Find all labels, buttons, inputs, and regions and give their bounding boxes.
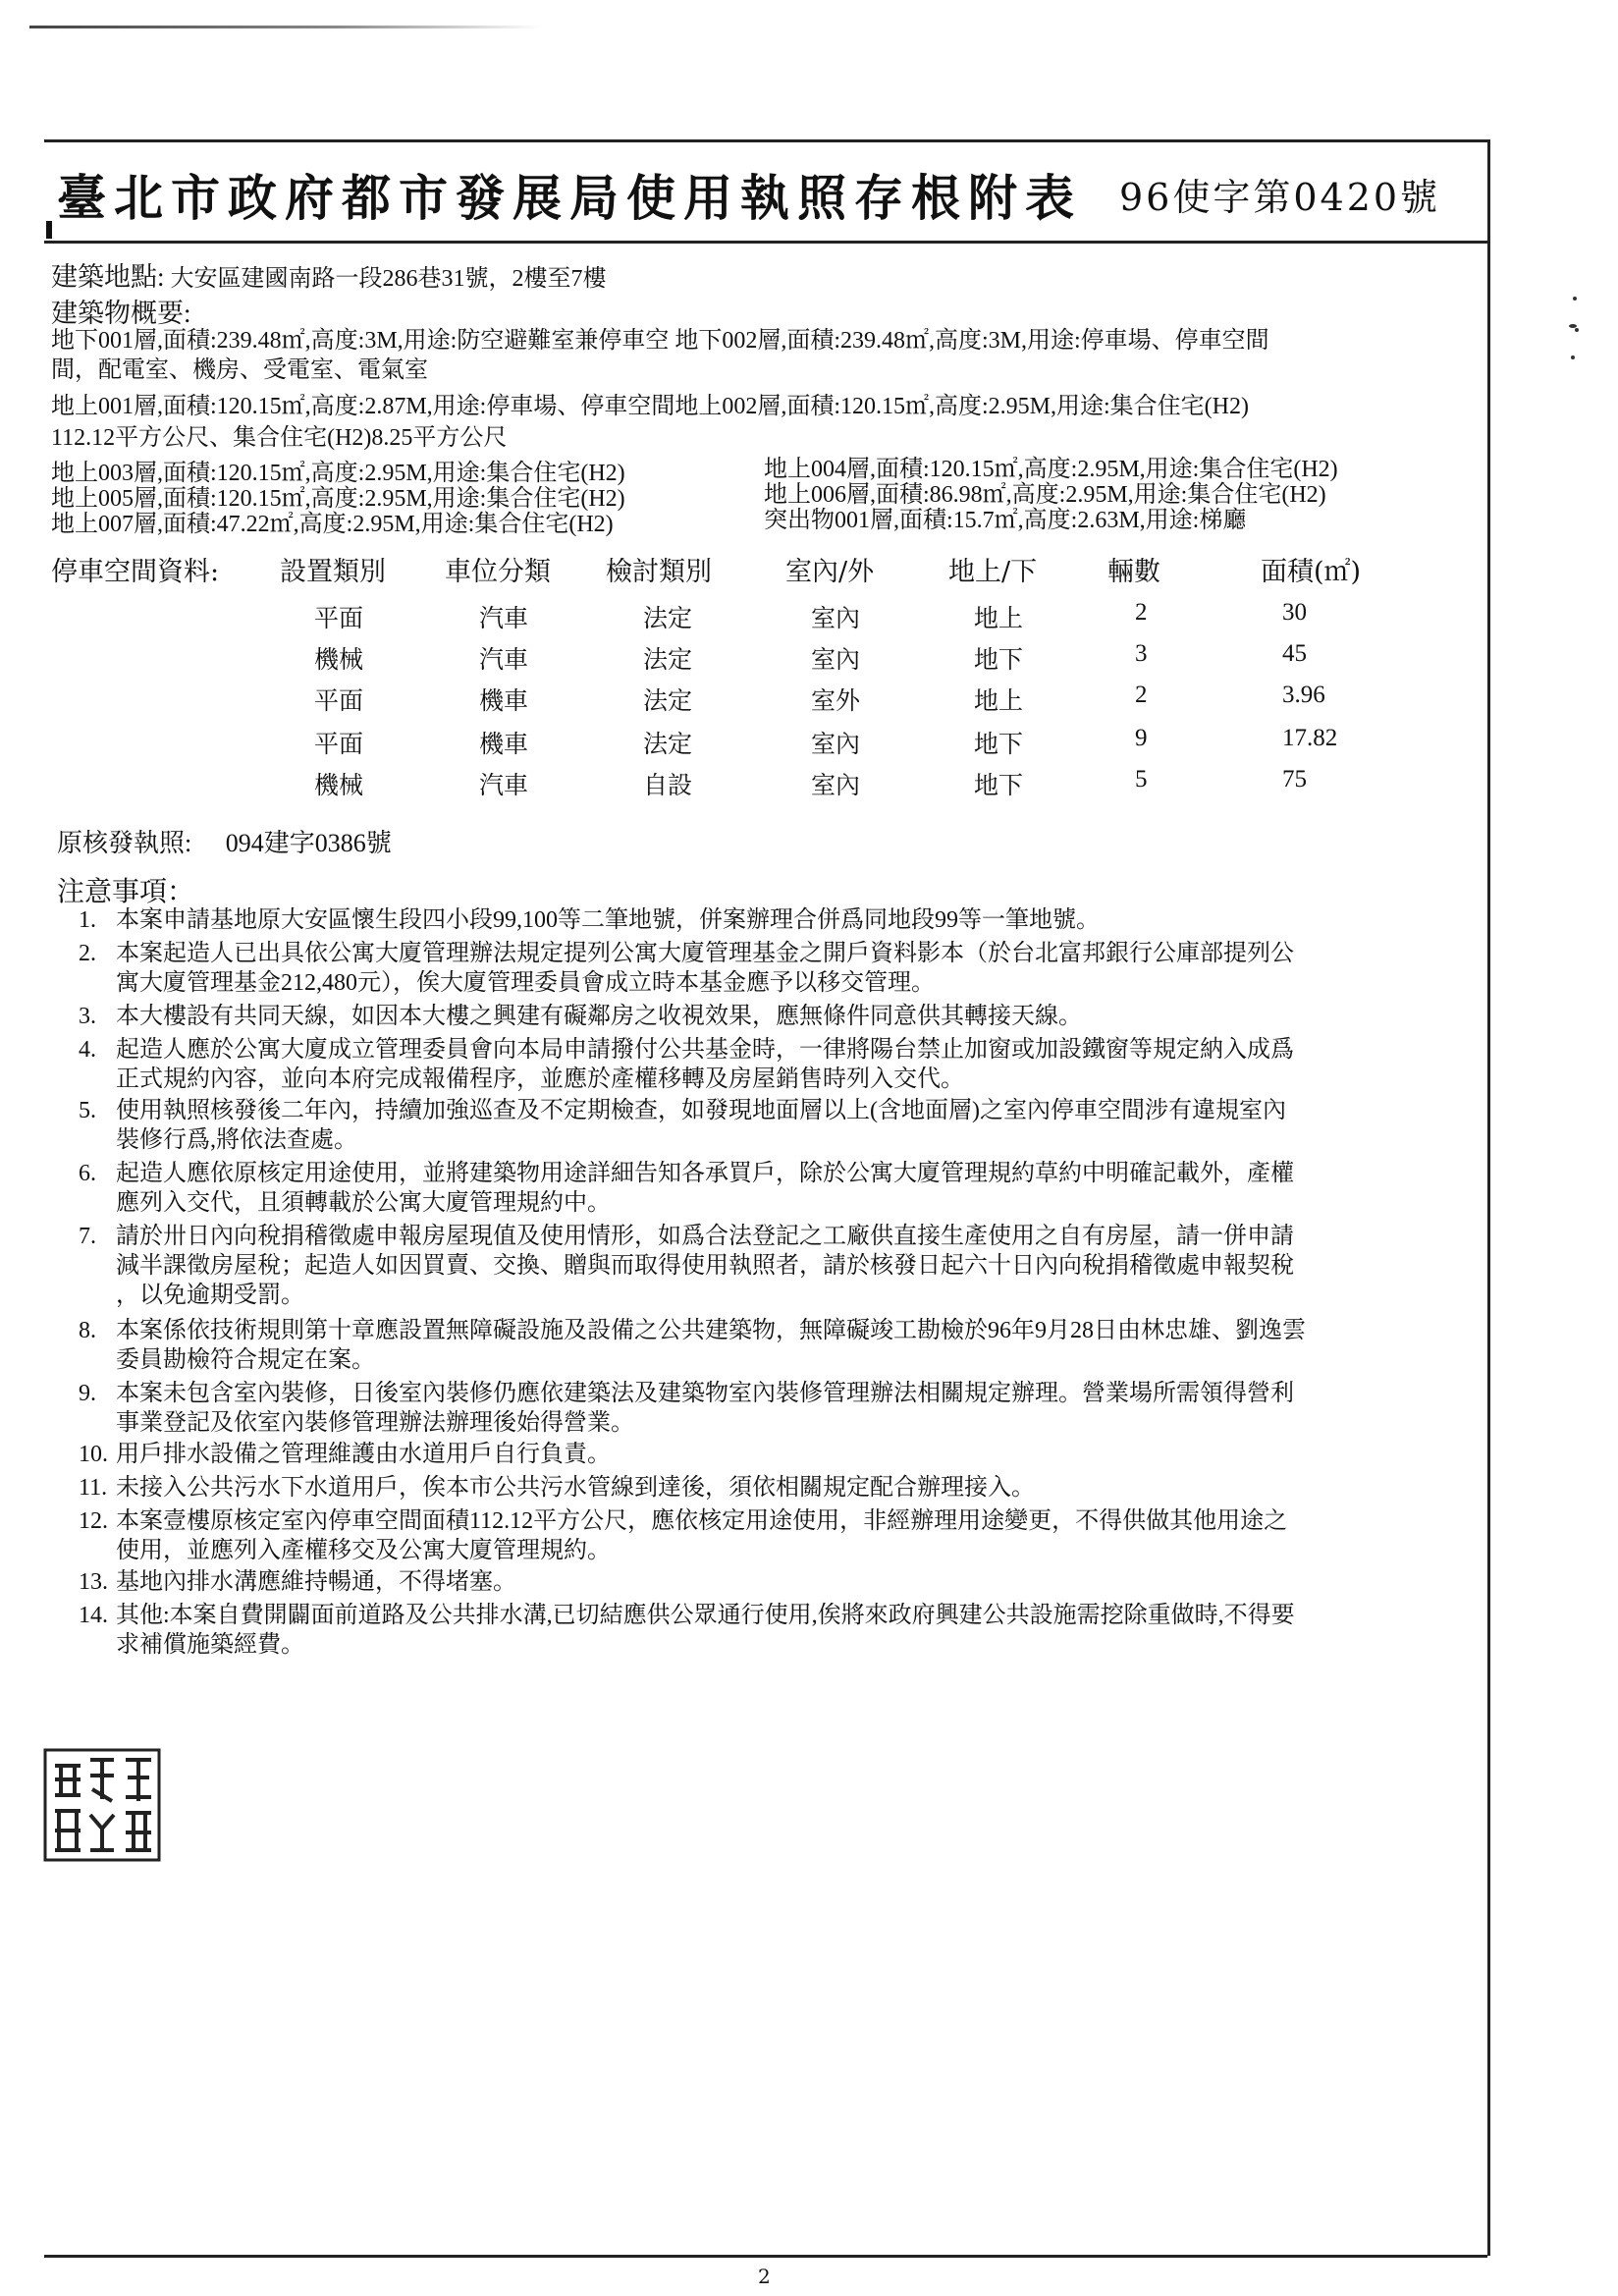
parking-header: 面積(㎡): [1261, 557, 1362, 587]
summary-line: 間，配電室、機房、受電室、電氣室: [51, 357, 428, 383]
frame-top-rule: [44, 139, 1487, 142]
summary-right-item: 地上004層,面積:120.15㎡,高度:2.95M,用途:集合住宅(H2): [764, 457, 1338, 482]
note-text: 請於卅日內向稅捐稽徵處申報房屋現值及使用情形，如爲合法登記之工廠供直接生產使用之自有房屋，請一併申請 減半課徵房屋稅；起造人如因買賣、交換、贈與而取得使用執照者，請於核發日起六十日內向稅捐稽徵處申報契稅 ，以免逾期受罰。: [116, 1224, 1294, 1308]
summary-right-item: 地上006層,面積:86.98㎡,高度:2.95M,用途:集合住宅(H2): [764, 482, 1326, 508]
summary-left-item: 地上007層,面積:47.22㎡,高度:2.95M,用途:集合住宅(H2): [51, 512, 614, 537]
parking-cell: 法定: [643, 647, 693, 674]
summary-line: 地下001層,面積:239.48㎡,高度:3M,用途:防空避難室兼停車空 地下002層,面積:239.48㎡,高度:3M,用途:停車場、停車空間: [51, 328, 1269, 354]
site-address: [51, 263, 607, 293]
parking-cell: 機械: [314, 773, 364, 799]
notes-title: 注意事項：: [57, 875, 195, 907]
note-text: 基地內排水溝應維持暢通，不得堵塞。: [116, 1569, 516, 1595]
page-number: 2: [758, 2265, 771, 2288]
scan-artifact-line: [29, 26, 540, 28]
note-text: 本案未包含室內裝修，日後室內裝修仍應依建築法及建築物室內裝修管理辦法相關規定辦理。營業場所需領得營利 事業登記及依室內裝修管理辦法辦理後始得營業。: [116, 1381, 1294, 1436]
parking-cell: 汽車: [479, 773, 529, 799]
summary-right-item: 突出物001層,面積:15.7㎡,高度:2.63M,用途:梯廳: [764, 508, 1247, 533]
note-number: 11.: [79, 1475, 108, 1501]
parking-cell: 地下: [974, 773, 1024, 799]
parking-header: 設置類別: [280, 557, 386, 587]
note-number: 10.: [79, 1442, 108, 1467]
title-rule: [44, 241, 1487, 244]
parking-header: 檢討類別: [606, 557, 712, 587]
official-seal-icon: [39, 1746, 165, 1864]
parking-cell: 地下: [974, 732, 1024, 758]
note-text: 起造人應於公寓大廈成立管理委員會向本局申請撥付公共基金時，一律將陽台禁止加窗或加設鐵窗等規定納入成爲 正式規約內容，並向本府完成報備程序，並應於產權移轉及房屋銷售時列入交代。: [116, 1037, 1294, 1092]
note-text: 本案申請基地原大安區懷生段四小段99,100等二筆地號，併案辦理合併爲同地段99等一筆地號。: [116, 907, 1100, 933]
parking-cell: 平面: [314, 606, 364, 632]
parking-cell: 機械: [314, 647, 364, 674]
scan-specks: [1569, 295, 1583, 373]
parking-cell: 法定: [643, 606, 693, 632]
margin-mark: [46, 221, 52, 239]
note-number: 12.: [79, 1508, 108, 1534]
parking-label: 停車空間資料:: [51, 557, 220, 587]
parking-cell: 2: [1135, 682, 1148, 708]
document-number: 96使字第0420號: [1119, 176, 1441, 219]
note-number: 4.: [79, 1037, 96, 1063]
parking-cell: 9: [1135, 725, 1148, 751]
summary-line: 112.12平方公尺、集合住宅(H2)8.25平方公尺: [51, 425, 508, 451]
parking-cell: 3.96: [1282, 682, 1325, 708]
note-number: 1.: [79, 907, 96, 933]
summary-line: 地上001層,面積:120.15㎡,高度:2.87M,用途:停車場、停車空間地上002層,面積:120.15㎡,高度:2.95M,用途:集合住宅(H2): [51, 394, 1250, 419]
site-value: 大安區建國南路一段286巷31號，2樓至7樓: [170, 266, 607, 292]
note-text: 本案係依技術規則第十章應設置無障礙設施及設備之公共建築物，無障礙竣工勘檢於96年9月28日由林忠雄、劉逸雲 委員勘檢符合規定在案。: [116, 1318, 1306, 1373]
parking-cell: 室外: [811, 688, 861, 715]
note-number: 5.: [79, 1098, 96, 1123]
parking-cell: 地下: [974, 647, 1024, 674]
note-text: 起造人應依原核定用途使用，並將建築物用途詳細告知各承買戶，除於公寓大廈管理規約草約中明確記載外，產權 應列入交代，且須轉載於公寓大廈管理規約中。: [116, 1161, 1294, 1216]
summary-left-item: 地上005層,面積:120.15㎡,高度:2.95M,用途:集合住宅(H2): [51, 486, 625, 512]
note-number: 2.: [79, 941, 96, 966]
original-permit-value: 094建字0386號: [225, 829, 392, 857]
parking-header: 地上/下: [948, 557, 1038, 587]
note-number: 7.: [79, 1224, 96, 1249]
parking-cell: 17.82: [1282, 725, 1338, 751]
parking-cell: 法定: [643, 688, 693, 715]
note-text: 本案起造人已出具依公寓大廈管理辦法規定提列公寓大廈管理基金之開戶資料影本（於台北富邦銀行公庫部提列公 寓大廈管理基金212,480元），俟大廈管理委員會成立時本基金應予以移交管理。: [116, 941, 1294, 996]
parking-header: 車位分類: [445, 557, 551, 587]
parking-cell: 45: [1282, 640, 1307, 667]
parking-cell: 汽車: [479, 647, 529, 674]
parking-cell: 2: [1135, 599, 1148, 626]
note-number: 3.: [79, 1004, 96, 1029]
note-number: 14.: [79, 1603, 108, 1628]
parking-cell: 平面: [314, 732, 364, 758]
parking-cell: 機車: [479, 732, 529, 758]
parking-cell: 75: [1282, 766, 1307, 793]
parking-cell: 3: [1135, 640, 1148, 667]
parking-cell: 30: [1282, 599, 1307, 626]
note-text: 本大樓設有共同天線，如因本大樓之興建有礙鄰房之收視效果，應無條件同意供其轉接天線。: [116, 1004, 1082, 1029]
summary-label: 建築物概要:: [51, 299, 191, 328]
original-permit-label: 原核發執照:: [57, 829, 192, 857]
note-text: 使用執照核發後二年內，持續加強巡查及不定期檢查，如發現地面層以上(含地面層)之室內停車空間涉有違規室內 裝修行爲,將依法查處。: [116, 1098, 1286, 1153]
note-text: 其他:本案自費開闢面前道路及公共排水溝,已切結應供公眾通行使用,俟將來政府興建公共設施需挖除重做時,不得要 求補償施築經費。: [116, 1603, 1295, 1658]
note-number: 9.: [79, 1381, 96, 1406]
note-text: 本案壹樓原核定室內停車空間面積112.12平方公尺，應依核定用途使用，非經辦理用途變更，不得供做其他用途之 使用，並應列入產權移交及公寓大廈管理規約。: [116, 1508, 1288, 1563]
parking-cell: 法定: [643, 732, 693, 758]
parking-cell: 地上: [974, 606, 1024, 632]
parking-cell: 5: [1135, 766, 1148, 793]
parking-cell: 自設: [643, 773, 693, 799]
note-number: 13.: [79, 1569, 108, 1595]
note-text: 用戶排水設備之管理維護由水道用戶自行負責。: [116, 1442, 611, 1467]
parking-cell: 地上: [974, 688, 1024, 715]
parking-cell: 室內: [811, 732, 861, 758]
parking-header: 輛數: [1107, 557, 1160, 587]
parking-cell: 室內: [811, 647, 861, 674]
note-text: 未接入公共污水下水道用戶，俟本市公共污水管線到達後，須依相關規定配合辦理接入。: [116, 1475, 1035, 1501]
parking-cell: 汽車: [479, 606, 529, 632]
parking-cell: 機車: [479, 688, 529, 715]
parking-cell: 平面: [314, 688, 364, 715]
page-title: 臺北市政府都市發展局使用執照存根附表: [57, 169, 1082, 227]
note-number: 6.: [79, 1161, 96, 1186]
summary-left-item: 地上003層,面積:120.15㎡,高度:2.95M,用途:集合住宅(H2): [51, 461, 625, 486]
parking-header: 室內/外: [785, 557, 875, 587]
original-permit: [57, 830, 392, 857]
note-number: 8.: [79, 1318, 96, 1343]
frame-bottom-rule: [44, 2255, 1487, 2258]
site-label: 建築地點:: [51, 262, 165, 292]
parking-cell: 室內: [811, 773, 861, 799]
parking-cell: 室內: [811, 606, 861, 632]
